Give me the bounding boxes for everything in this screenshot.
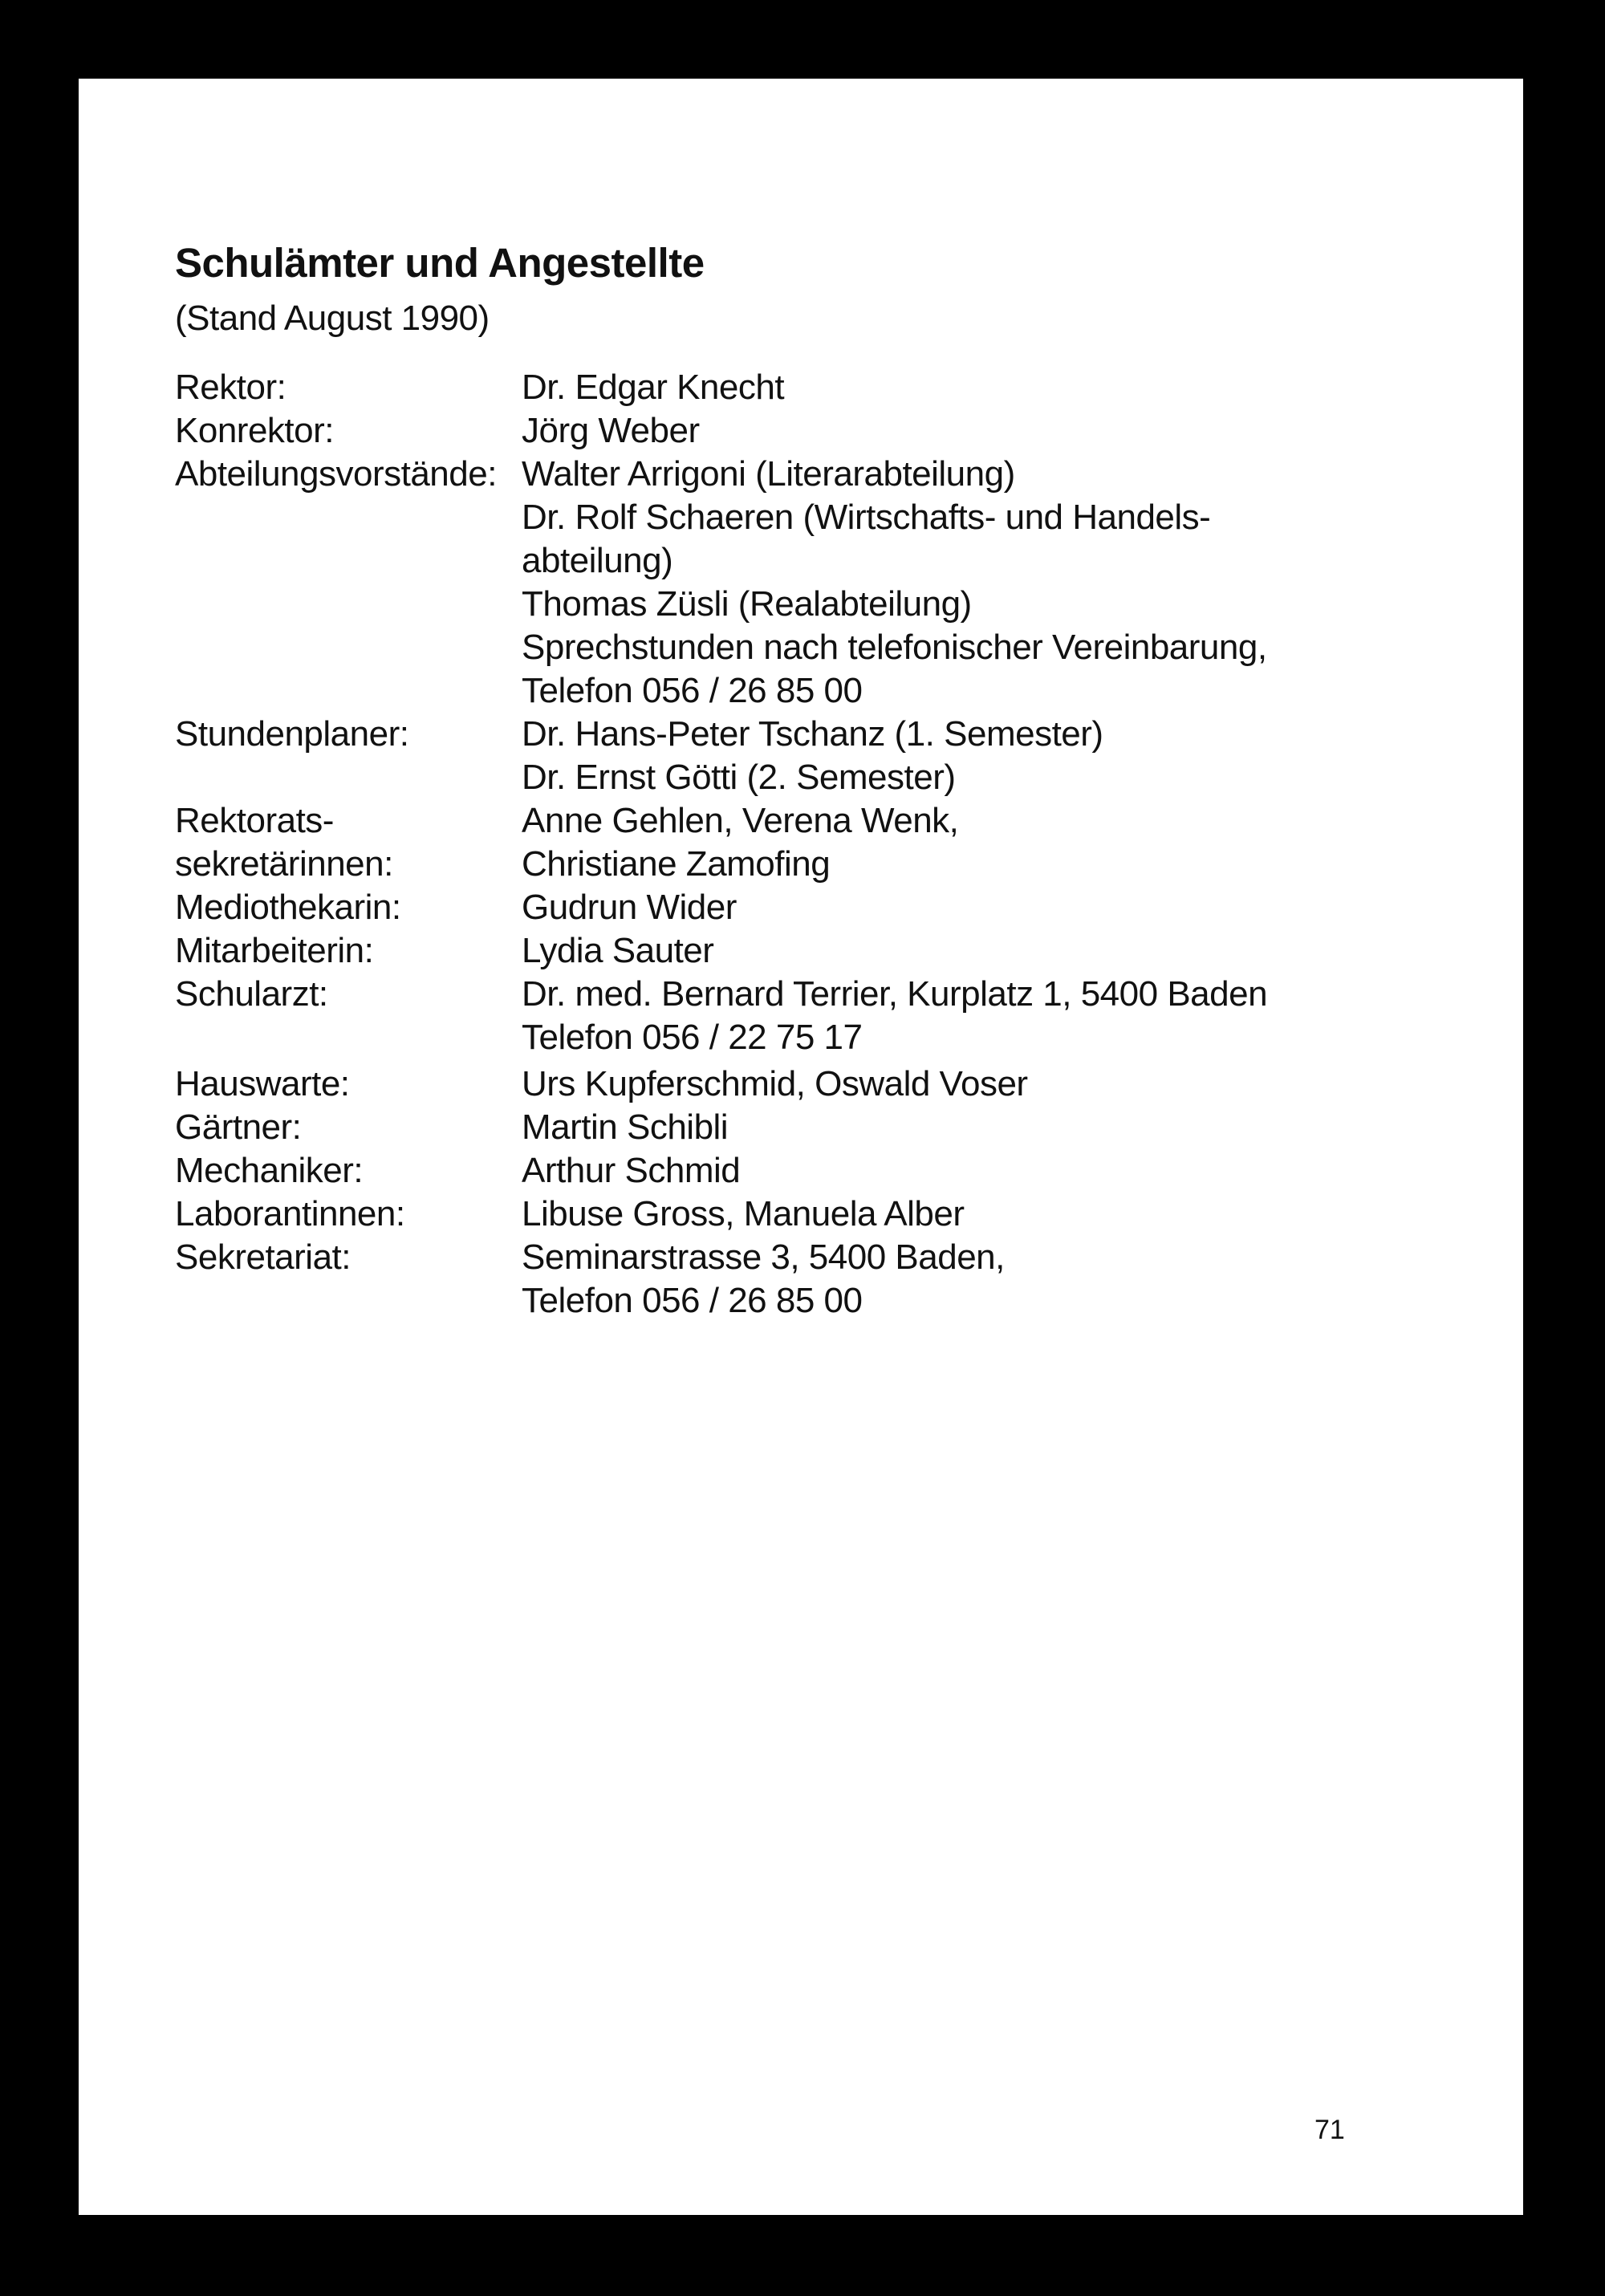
staff-entry-mechaniker [175,1149,1491,1193]
entry-label: Sekretariat: [175,1237,351,1277]
entry-label: Mitarbeiterin: [175,931,374,970]
staff-list [175,366,1491,1323]
entry-label: Rektor: [175,368,286,407]
staff-entry-hauswarte [175,1063,1491,1106]
entry-label: Stundenplaner: [175,714,409,754]
page-number: 71 [1314,2115,1345,2145]
entry-values: Jörg Weber [522,411,700,450]
staff-entry-gaertner [175,1106,1491,1149]
entry-label: Konrektor: [175,411,334,450]
staff-entry-konrektor [175,409,1491,453]
staff-entry-rektoratssekretaerinnen [175,799,1491,886]
entry-label: Mechaniker: [175,1151,364,1190]
staff-entry-laborantinnen [175,1193,1491,1236]
staff-entry-schularzt [175,973,1491,1059]
staff-entry-sekretariat [175,1236,1491,1323]
entry-values: Dr. med. Bernard Terrier, Kurplatz 1, 5400 Baden Telefon 056 / 22 75 17 [522,974,1268,1057]
page-title: Schulämter und Angestellte [175,240,705,286]
entry-label: Schularzt: [175,974,328,1014]
entry-label: Hauswarte: [175,1064,350,1103]
staff-entry-abteilungsvorstaende [175,453,1491,713]
entry-values: Anne Gehlen, Verena Wenk, Christiane Zamofing [522,801,959,884]
entry-label: Abteilungsvorstände: [175,454,497,494]
staff-entry-mitarbeiterin [175,929,1491,973]
entry-values: Urs Kupferschmid, Oswald Voser [522,1064,1028,1103]
entry-values: Dr. Hans-Peter Tschanz (1. Semester) Dr. Ernst Götti (2. Semester) [522,714,1103,797]
entry-values: Lydia Sauter [522,931,714,970]
entry-values: Martin Schibli [522,1107,729,1147]
entry-label: Rektorats- sekretärinnen: [175,801,393,884]
staff-entry-mediothekarin [175,886,1491,929]
entry-values: Dr. Edgar Knecht [522,368,785,407]
page-subtitle: (Stand August 1990) [175,299,490,338]
entry-label: Mediothekarin: [175,888,401,927]
entry-values: Libuse Gross, Manuela Alber [522,1194,965,1233]
entry-values: Walter Arrigoni (Literarabteilung) Dr. Rolf Schaeren (Wirtschafts- und Handels- abteilung) Thomas Züsli (Realabteilung) Sprechstunden nach telefonischer Vereinbarung, Telefon 056 / 26 85 00 [522,454,1267,710]
entry-values: Arthur Schmid [522,1151,741,1190]
entry-label: Laborantinnen: [175,1194,405,1233]
staff-entry-rektor [175,366,1491,409]
entry-label: Gärtner: [175,1107,302,1147]
document-page [79,79,1523,2215]
entry-values: Seminarstrasse 3, 5400 Baden, Telefon 056 / 26 85 00 [522,1237,1005,1320]
staff-entry-stundenplaner [175,713,1491,799]
entry-values: Gudrun Wider [522,888,737,927]
